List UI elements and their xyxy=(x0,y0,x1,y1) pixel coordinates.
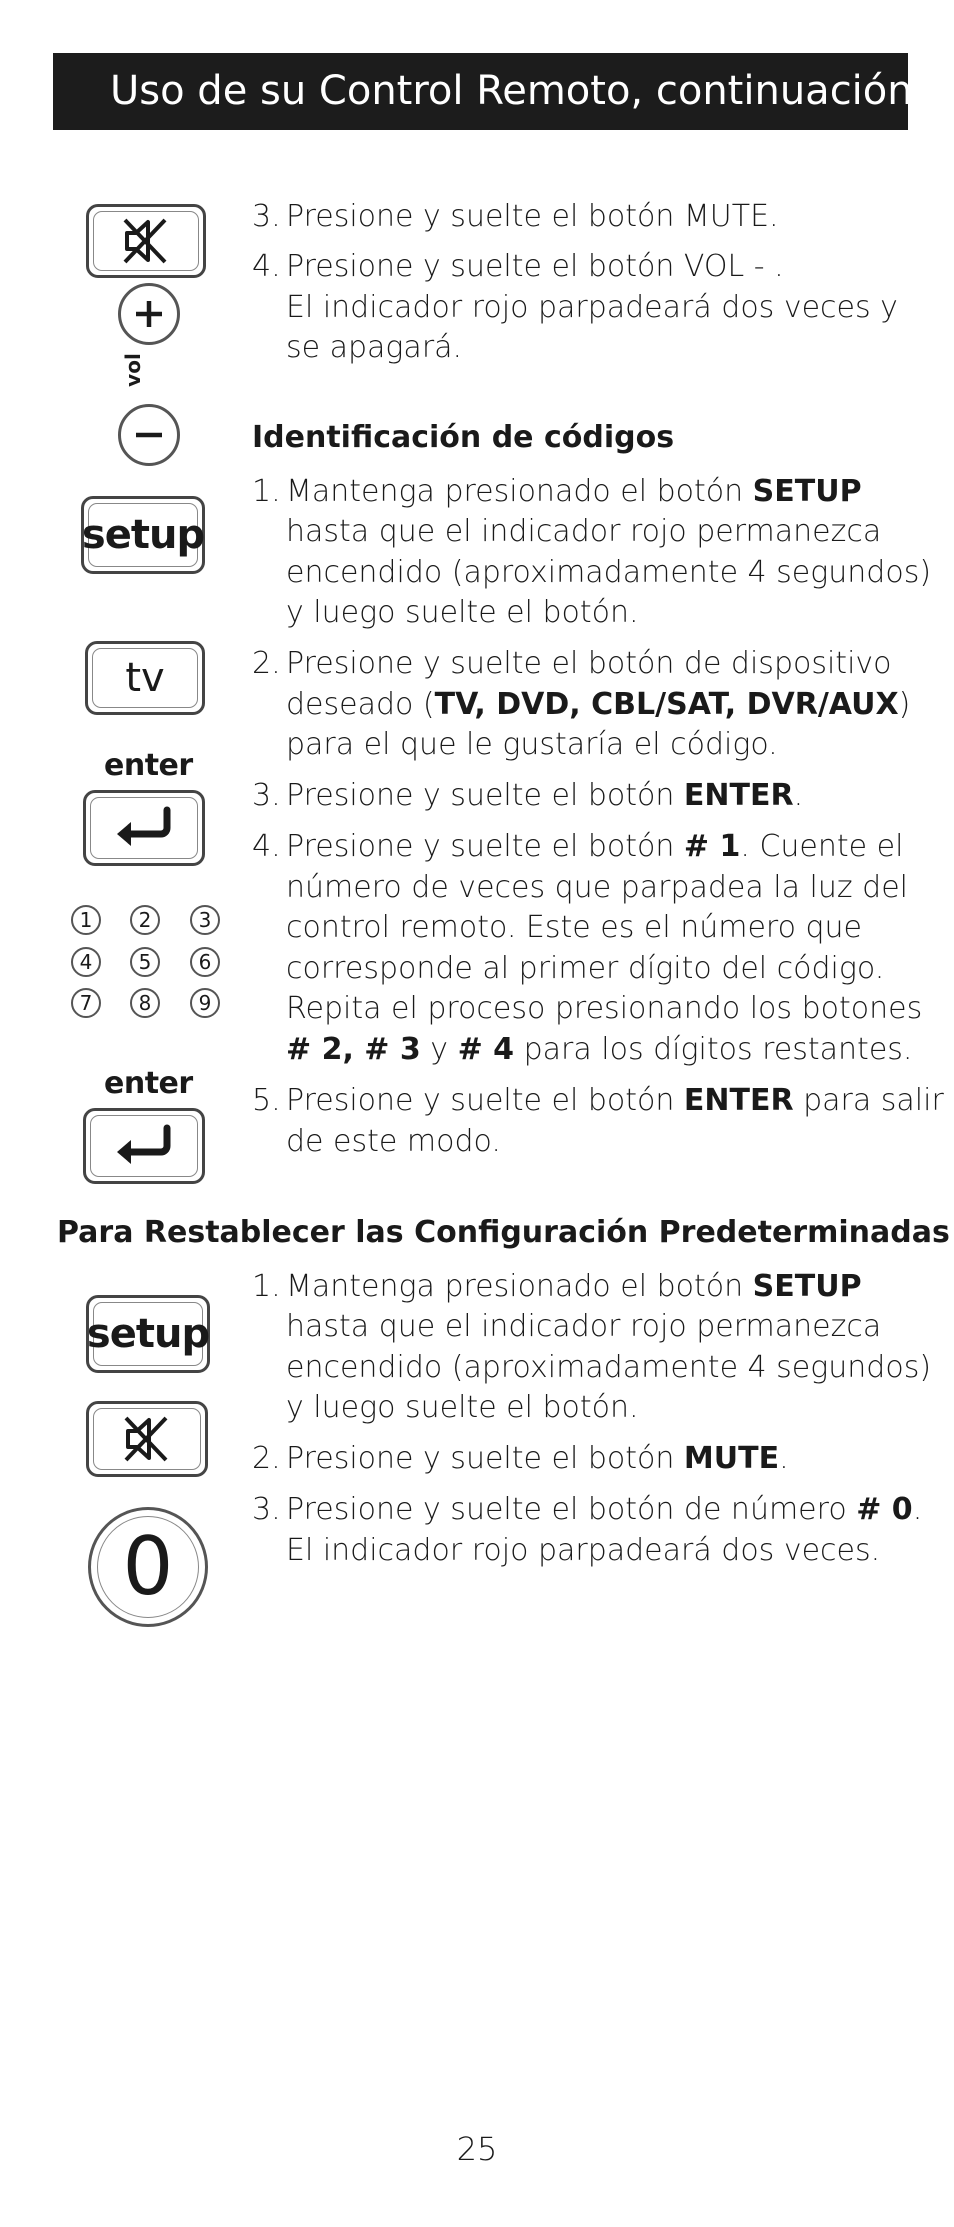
mute-icon xyxy=(120,1414,174,1464)
code-step-5: 5. Presione y suelte el botón ENTER para salir xyxy=(252,1083,944,1118)
page-number: 25 xyxy=(456,2130,498,2168)
code-step-4: 4. Presione y suelte el botón # 1. Cuente el xyxy=(252,829,904,864)
zero-label: 0 xyxy=(122,1520,174,1613)
key-8: 8 xyxy=(130,988,160,1018)
reset-step-3: 3. Presione y suelte el botón de número # 0. xyxy=(252,1492,923,1527)
code-step-4-line-3: control remoto. Este es el número que xyxy=(286,910,862,945)
code-step-1-line-4: y luego suelte el botón. xyxy=(286,595,639,630)
reset-step-2: 2. Presione y suelte el botón MUTE. xyxy=(252,1441,789,1476)
reset-step-1-line-2: hasta que el indicador rojo permanezca xyxy=(286,1309,882,1344)
code-step-2-line-3: para el que le gustaría el código. xyxy=(286,727,778,762)
key-5: 5 xyxy=(130,947,160,977)
setup-label: setup xyxy=(86,1311,210,1357)
key-7: 7 xyxy=(71,988,101,1018)
reset-step-1: 1. Mantenga presionado el botón SETUP xyxy=(252,1269,862,1304)
volume-up-button xyxy=(118,283,180,345)
setup-label: setup xyxy=(81,512,205,558)
code-step-5-line-2: de este modo. xyxy=(286,1124,501,1159)
tv-label: tv xyxy=(125,655,165,701)
code-step-4-line-5: Repita el proceso presionando los botones xyxy=(286,991,923,1026)
code-step-4-line-6: # 2, # 3 y # 4 para los dígitos restantes. xyxy=(286,1032,913,1067)
step-4-cont-2: se apagará. xyxy=(286,330,463,365)
key-3: 3 xyxy=(190,905,220,935)
volume-down-button xyxy=(118,404,180,466)
reset-step-3-line-2: El indicador rojo parpadeará dos veces. xyxy=(286,1533,881,1568)
vol-label: vol xyxy=(120,353,145,387)
enter-label: enter xyxy=(104,748,193,783)
section-title-reset: Para Restablecer las Configuración Predeterminadas xyxy=(57,1215,950,1250)
mute-icon xyxy=(119,216,173,266)
code-step-1-line-3: encendido (aproximadamente 4 segundos) xyxy=(286,555,932,590)
key-9: 9 xyxy=(190,988,220,1018)
step-4-cont-1: El indicador rojo parpadeará dos veces y xyxy=(286,290,898,325)
enter-label: enter xyxy=(104,1066,193,1101)
mute-button xyxy=(86,1401,208,1477)
minus-icon xyxy=(132,418,166,452)
code-step-4-line-2: número de veces que parpadea la luz del xyxy=(286,870,909,905)
reset-step-1-line-4: y luego suelte el botón. xyxy=(286,1390,639,1425)
key-4: 4 xyxy=(71,947,101,977)
section-title-code-id: Identificación de códigos xyxy=(252,420,675,455)
setup-button xyxy=(86,1295,210,1373)
enter-button xyxy=(83,1108,205,1184)
tv-button xyxy=(85,641,205,715)
key-2: 2 xyxy=(130,905,160,935)
code-step-1: 1. Mantenga presionado el botón SETUP xyxy=(252,474,862,509)
code-step-2-line-2: deseado (TV, DVD, CBL/SAT, DVR/AUX) xyxy=(286,687,911,722)
key-6: 6 xyxy=(190,947,220,977)
header-title: Uso de su Control Remoto, continuación xyxy=(110,68,913,114)
setup-button xyxy=(81,496,205,574)
step-4-vol: 4. Presione y suelte el botón VOL - . xyxy=(252,249,784,284)
step-3-mute: 3. Presione y suelte el botón MUTE. xyxy=(252,199,779,234)
reset-step-1-line-3: encendido (aproximadamente 4 segundos) xyxy=(286,1350,932,1385)
enter-arrow-icon xyxy=(111,806,177,850)
zero-button xyxy=(88,1507,208,1627)
code-step-4-line-4: corresponde al primer dígito del código. xyxy=(286,951,885,986)
key-1: 1 xyxy=(71,905,101,935)
code-step-2: 2. Presione y suelte el botón de dispositivo xyxy=(252,646,892,681)
page-header xyxy=(53,53,913,130)
code-step-1-line-2: hasta que el indicador rojo permanezca xyxy=(286,514,882,549)
mute-button xyxy=(86,204,206,278)
enter-button xyxy=(83,790,205,866)
code-step-3: 3. Presione y suelte el botón ENTER. xyxy=(252,778,804,813)
plus-icon xyxy=(132,297,166,331)
enter-arrow-icon xyxy=(111,1124,177,1168)
